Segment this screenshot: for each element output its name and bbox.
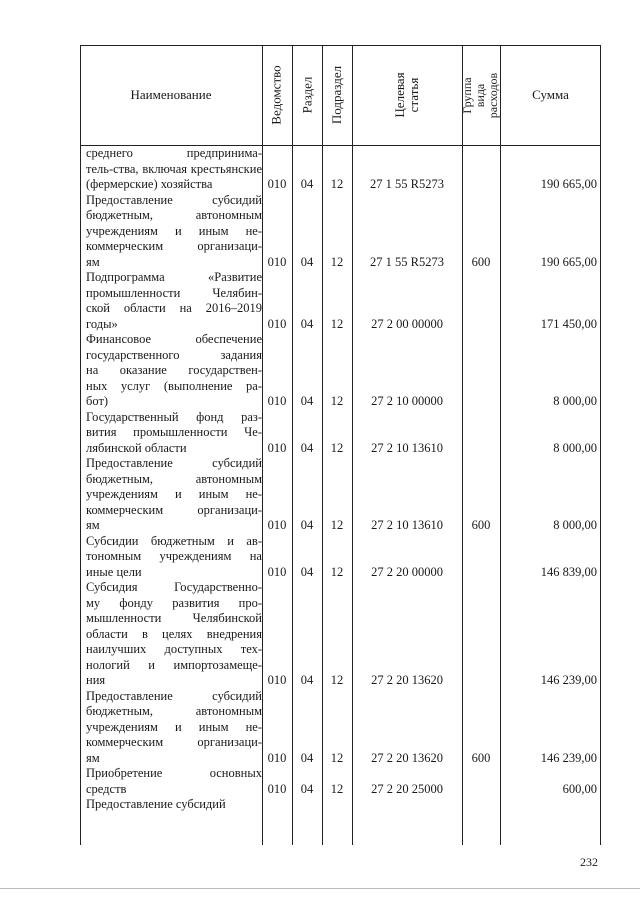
table-row: [80, 797, 601, 813]
row-vedomstvo: 010: [267, 781, 287, 796]
row-name-line: ния: [86, 673, 106, 687]
header-summa: Сумма: [532, 87, 569, 102]
row-vedomstvo: 010: [267, 394, 287, 408]
row-statya: 27 1 55 R5273: [370, 177, 444, 191]
table-row: [80, 146, 601, 193]
row-name-line: ям: [86, 254, 100, 269]
row-name-line: бюджетным, автономным: [86, 471, 262, 486]
row-name-line: Предоставление субсидий: [86, 797, 226, 811]
row-razdel: 04: [300, 564, 314, 579]
row-name-line: мышленности Челябинской: [86, 611, 262, 625]
row-name-line: тель-ства, включая крестьянские: [86, 161, 262, 176]
row-statya: 27 2 10 13610: [371, 440, 443, 455]
row-name-line: коммерческим организаци-: [86, 502, 262, 517]
row-name-line: коммерческим организаци-: [86, 239, 262, 253]
row-statya: 27 2 00 00000: [371, 316, 443, 331]
row-summa: 190 665,00: [540, 254, 597, 269]
table-header: [80, 45, 601, 146]
row-razdel: 04: [300, 518, 314, 532]
row-name-line: ных услуг (выполнение ра-: [86, 378, 262, 393]
row-statya: 27 2 10 00000: [371, 394, 443, 408]
row-name-line: Субсидии бюджетным и ав-: [86, 533, 262, 548]
header-razdel: Раздел: [299, 76, 314, 114]
row-name-line: Субсидия Государственно-: [86, 580, 262, 594]
row-razdel: 04: [300, 394, 314, 408]
row-summa: 8 000,00: [553, 394, 597, 408]
row-summa: 146 239,00: [540, 673, 597, 687]
row-name-line: промышленности Челябин-: [86, 285, 262, 300]
row-vedomstvo: 010: [267, 673, 287, 687]
row-name-line: бот): [86, 394, 109, 408]
row-podrazdel: 12: [330, 518, 344, 532]
row-name-line: тономным учреждениям на: [86, 549, 262, 563]
table-row: [80, 456, 601, 534]
row-summa: 171 450,00: [540, 316, 597, 331]
row-podrazdel: 12: [330, 316, 344, 331]
row-gruppa: 600: [471, 750, 491, 765]
row-razdel: 04: [300, 254, 314, 269]
row-vedomstvo: 010: [267, 254, 287, 269]
row-vedomstvo: 010: [267, 518, 287, 532]
row-name-line: коммерческим организаци-: [86, 735, 262, 749]
table-row: [80, 689, 601, 767]
row-razdel: 04: [300, 177, 314, 191]
row-name-line: Предоставление субсидий: [86, 456, 262, 470]
row-name: [86, 146, 262, 193]
row-name-line: Предоставление субсидий: [86, 688, 262, 703]
row-razdel: 04: [300, 316, 314, 331]
row-summa: 146 239,00: [540, 750, 597, 765]
header-name: Наименование: [130, 87, 212, 102]
header-podrazdel: Подраздел: [329, 65, 345, 125]
row-name-line: лябинской области: [86, 440, 187, 455]
row-podrazdel: 12: [330, 254, 344, 269]
row-name-line: Предоставление субсидий: [86, 192, 262, 207]
row-statya: 27 2 10 13610: [371, 518, 443, 532]
row-razdel: 04: [300, 440, 314, 455]
row-name: [86, 456, 262, 534]
row-name: [86, 766, 262, 797]
row-vedomstvo: 010: [267, 316, 287, 331]
row-name: [86, 534, 262, 581]
row-name-line: области в целях внедрения: [86, 626, 262, 641]
header-name-cell: [80, 45, 262, 145]
row-podrazdel: 12: [330, 750, 344, 765]
row-podrazdel: 12: [330, 440, 344, 455]
row-statya: 27 2 20 00000: [371, 564, 443, 579]
header-vedomstvo-cell: [262, 45, 292, 145]
row-gruppa: 600: [471, 254, 491, 269]
row-statya: 27 2 20 13620: [371, 750, 443, 765]
header-summa-cell: [500, 45, 601, 145]
header-podrazdel-cell: [322, 45, 352, 145]
row-gruppa: 600: [471, 518, 491, 532]
row-name-line: Подпрограмма «Развитие: [86, 270, 262, 284]
table-row: [80, 193, 601, 271]
header-gruppa: Группа вида расходов: [460, 72, 501, 118]
header-gruppa-cell: [462, 45, 500, 145]
row-vedomstvo: 010: [267, 750, 287, 765]
row-statya: 27 2 20 25000: [371, 781, 443, 796]
row-name-line: государственного задания: [86, 347, 262, 362]
row-name-line: ям: [86, 750, 100, 765]
row-name: [86, 580, 262, 689]
page-number: 232: [580, 855, 598, 869]
row-podrazdel: 12: [330, 394, 344, 408]
row-name-line: нологий и импортозамеще-: [86, 657, 262, 672]
row-podrazdel: 12: [330, 673, 344, 687]
table-row: [80, 534, 601, 581]
row-razdel: 04: [300, 750, 314, 765]
row-name-line: бюджетным, автономным: [86, 704, 262, 718]
row-name-line: учреждениям и иным не-: [86, 223, 262, 238]
row-name-line: годы»: [86, 316, 118, 331]
table-row: [80, 766, 601, 797]
row-name-line: ской области на 2016–2019: [86, 301, 262, 315]
row-name-line: ям: [86, 518, 100, 532]
header-razdel-cell: [292, 45, 322, 145]
row-podrazdel: 12: [330, 564, 344, 579]
row-name: [86, 689, 262, 767]
row-name-line: на оказание государствен-: [86, 363, 262, 377]
row-summa: 600,00: [562, 781, 597, 796]
row-name-line: Государственный фонд раз-: [86, 409, 262, 424]
header-vedomstvo: Ведомство: [269, 65, 284, 125]
scan-edge-line: [0, 888, 640, 889]
row-name-line: вития промышленности Че-: [86, 425, 262, 439]
row-summa: 8 000,00: [553, 440, 597, 455]
row-razdel: 04: [300, 781, 314, 796]
header-statya-cell: [352, 45, 462, 145]
row-name-line: среднего предпринима-: [86, 146, 262, 160]
table-row: [80, 332, 601, 410]
row-statya: 27 1 55 R5273: [370, 254, 444, 269]
row-name-line: средств: [86, 781, 127, 796]
table-row: [80, 270, 601, 332]
table-row: [80, 580, 601, 689]
row-podrazdel: 12: [330, 781, 344, 796]
row-vedomstvo: 010: [267, 440, 287, 455]
row-summa: 190 665,00: [540, 177, 597, 191]
row-name-line: (фермерские) хозяйства: [86, 177, 213, 191]
table-top-border: [80, 45, 601, 46]
row-name-line: Приобретение основных: [86, 766, 262, 780]
row-name-line: учреждениям и иным не-: [86, 487, 262, 501]
row-vedomstvo: 010: [267, 564, 287, 579]
row-name-line: учреждениям и иным не-: [86, 719, 262, 734]
row-podrazdel: 12: [330, 177, 344, 191]
row-vedomstvo: 010: [267, 177, 287, 191]
row-summa: 8 000,00: [553, 518, 597, 532]
row-summa: 146 839,00: [540, 564, 597, 579]
row-name: [86, 332, 262, 410]
row-razdel: 04: [300, 673, 314, 687]
row-name-line: му фонду развития про-: [86, 595, 262, 610]
row-name: [86, 410, 262, 457]
table-row: [80, 410, 601, 457]
row-name: [86, 270, 262, 332]
row-name-line: иные цели: [86, 564, 142, 579]
header-statya: Целевая статья: [392, 72, 421, 118]
row-name-line: наилучших доступных тех-: [86, 642, 262, 656]
row-name: [86, 193, 262, 271]
row-name-line: бюджетным, автономным: [86, 208, 262, 222]
row-name: [86, 797, 262, 813]
row-name-line: Финансовое обеспечение: [86, 332, 262, 346]
row-statya: 27 2 20 13620: [371, 673, 443, 687]
